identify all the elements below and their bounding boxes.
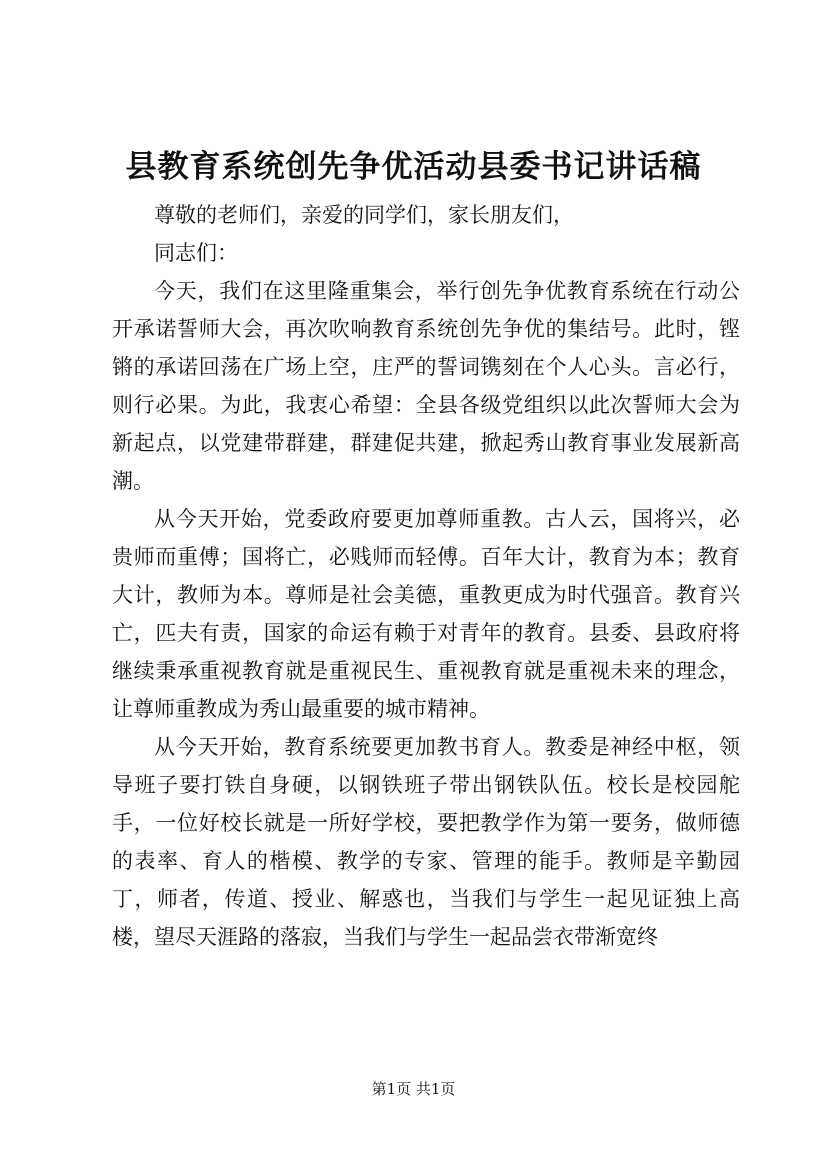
paragraph-salutation: 尊敬的老师们，亲爱的同学们，家长朋友们，	[154, 203, 574, 227]
paragraph-education-system: 从今天开始，教育系统要更加教书育人。教委是神经中枢，领导班子要打铁自身硬，以钢铁班子带出钢铁队伍。校长是校园舵手，一位好校长就是一所好学校，要把教学作为第一要务，做师德的表率、育人的楷模、教学的专家、管理的能手。教师是辛勤园丁，师者，传道、授业、解惑也，当我们与学生一起见证独上高楼，望尽天涯路的落寂，当我们与学生一起品尝衣带渐宽终	[112, 735, 740, 949]
paragraph-government: 从今天开始，党委政府要更加尊师重教。古人云，国将兴，必贵师而重傅；国将亡，必贱师而轻傅。百年大计，教育为本；教育大计，教师为本。尊师是社会美德，重教更成为时代强音。教育兴亡，匹夫有责，国家的命运有赖于对青年的教育。县委、县政府将继续秉承重视教育就是重视民生、重视教育就是重视未来的理念，让尊师重教成为秀山最重要的城市精神。	[112, 507, 740, 721]
paragraph-address: 同志们：	[154, 241, 238, 265]
document-title: 县教育系统创先争优活动县委书记讲话稿	[125, 149, 702, 185]
page-number-footer: 第1页 共1页	[371, 1080, 456, 1098]
document-body	[112, 196, 740, 956]
paragraph-opening: 今天，我们在这里隆重集会，举行创先争优教育系统在行动公开承诺誓师大会，再次吹响教育系统创先争优的集结号。此时，铿锵的承诺回荡在广场上空，庄严的誓词镌刻在个人心头。言必行，则行必果。为此，我衷心希望：全县各级党组织以此次誓师大会为新起点，以党建带群建，群建促共建，掀起秀山教育事业发展新高潮。	[112, 279, 740, 493]
